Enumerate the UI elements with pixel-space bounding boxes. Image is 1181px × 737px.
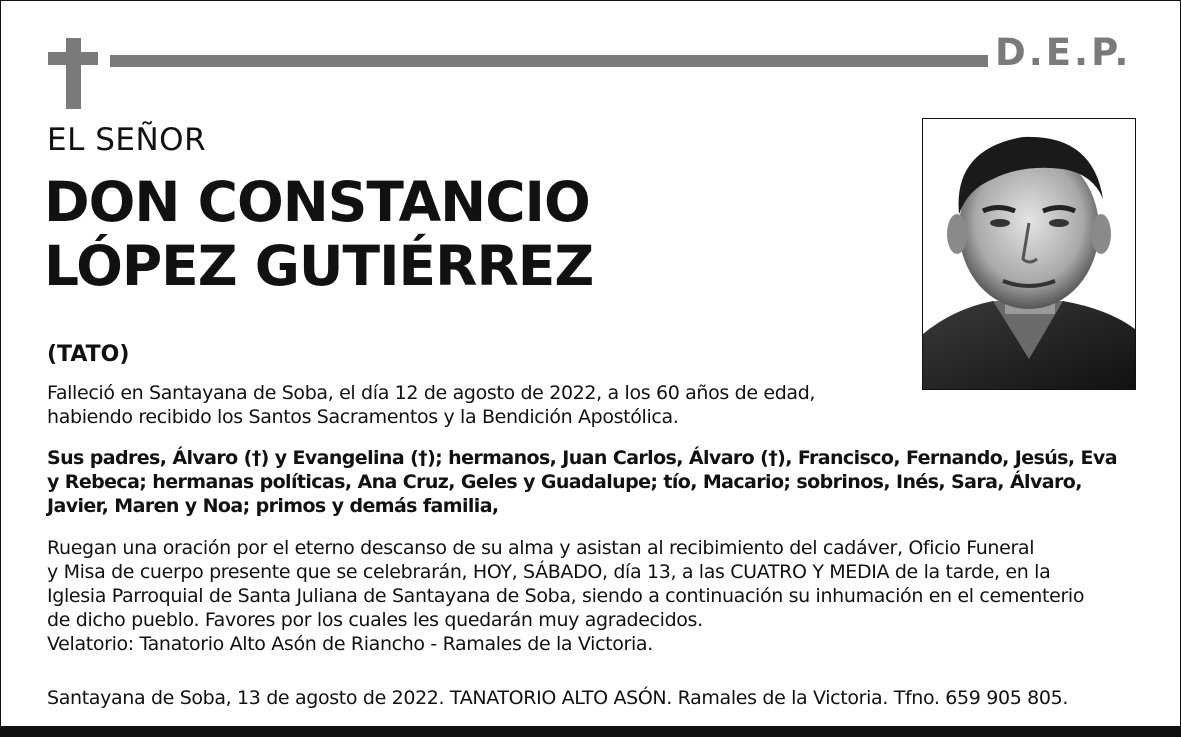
- nickname: (TATO): [47, 342, 130, 367]
- cross-horizontal-bar: [48, 52, 98, 65]
- deceased-name: [44, 170, 744, 298]
- honorific: EL SEÑOR: [47, 122, 207, 158]
- family-line: y Rebeca; hermanas políticas, Ana Cruz, Geles y Guadalupe; tío, Macario; sobrinos, Inés, Sara, Álvaro,: [47, 471, 1082, 493]
- header-rule: [110, 55, 988, 67]
- name-line-1: DON CONSTANCIO: [44, 170, 590, 234]
- death-notice-line: Falleció en Santayana de Soba, el día 12 de agosto de 2022, a los 60 años de edad,: [47, 382, 816, 404]
- prayer-line: y Misa de cuerpo presente que se celebrarán, HOY, SÁBADO, día 13, a las CUATRO Y MEDIA de la tarde, en la: [47, 561, 1051, 583]
- prayer-request: [47, 536, 1142, 656]
- wake-info-line: Velatorio: Tanatorio Alto Asón de Riancho - Ramales de la Victoria.: [47, 633, 653, 655]
- footer-contact: Santayana de Soba, 13 de agosto de 2022. TANATORIO ALTO ASÓN. Ramales de la Victoria. Tfno. 659 905 805.: [47, 687, 1069, 709]
- bottom-border-bar: [0, 726, 1181, 737]
- dep-label: D.E.P.: [995, 31, 1132, 74]
- portrait-photo: [922, 118, 1136, 390]
- prayer-line: Iglesia Parroquial de Santa Juliana de Santayana de Soba, siendo a continuación su inhumación en el cementerio: [47, 585, 1085, 607]
- death-notice: [47, 381, 897, 429]
- family-line: Sus padres, Álvaro (†) y Evangelina (†); hermanos, Juan Carlos, Álvaro (†), Francisco, Fernando, Jesús, Eva: [47, 447, 1117, 469]
- prayer-line: Ruegan una oración por el eterno descanso de su alma y asistan al recibimiento del cadáver, Oficio Funeral: [47, 537, 1035, 559]
- prayer-line: de dicho pueblo. Favores por los cuales les quedarán muy agradecidos.: [47, 609, 703, 631]
- family-list: [47, 446, 1137, 518]
- family-line: Javier, Maren y Noa; primos y demás familia,: [47, 495, 499, 517]
- name-line-2: LÓPEZ GUTIÉRREZ: [44, 234, 594, 298]
- cross-vertical-bar: [66, 38, 81, 109]
- death-notice-line: habiendo recibido los Santos Sacramentos y la Bendición Apostólica.: [47, 406, 679, 428]
